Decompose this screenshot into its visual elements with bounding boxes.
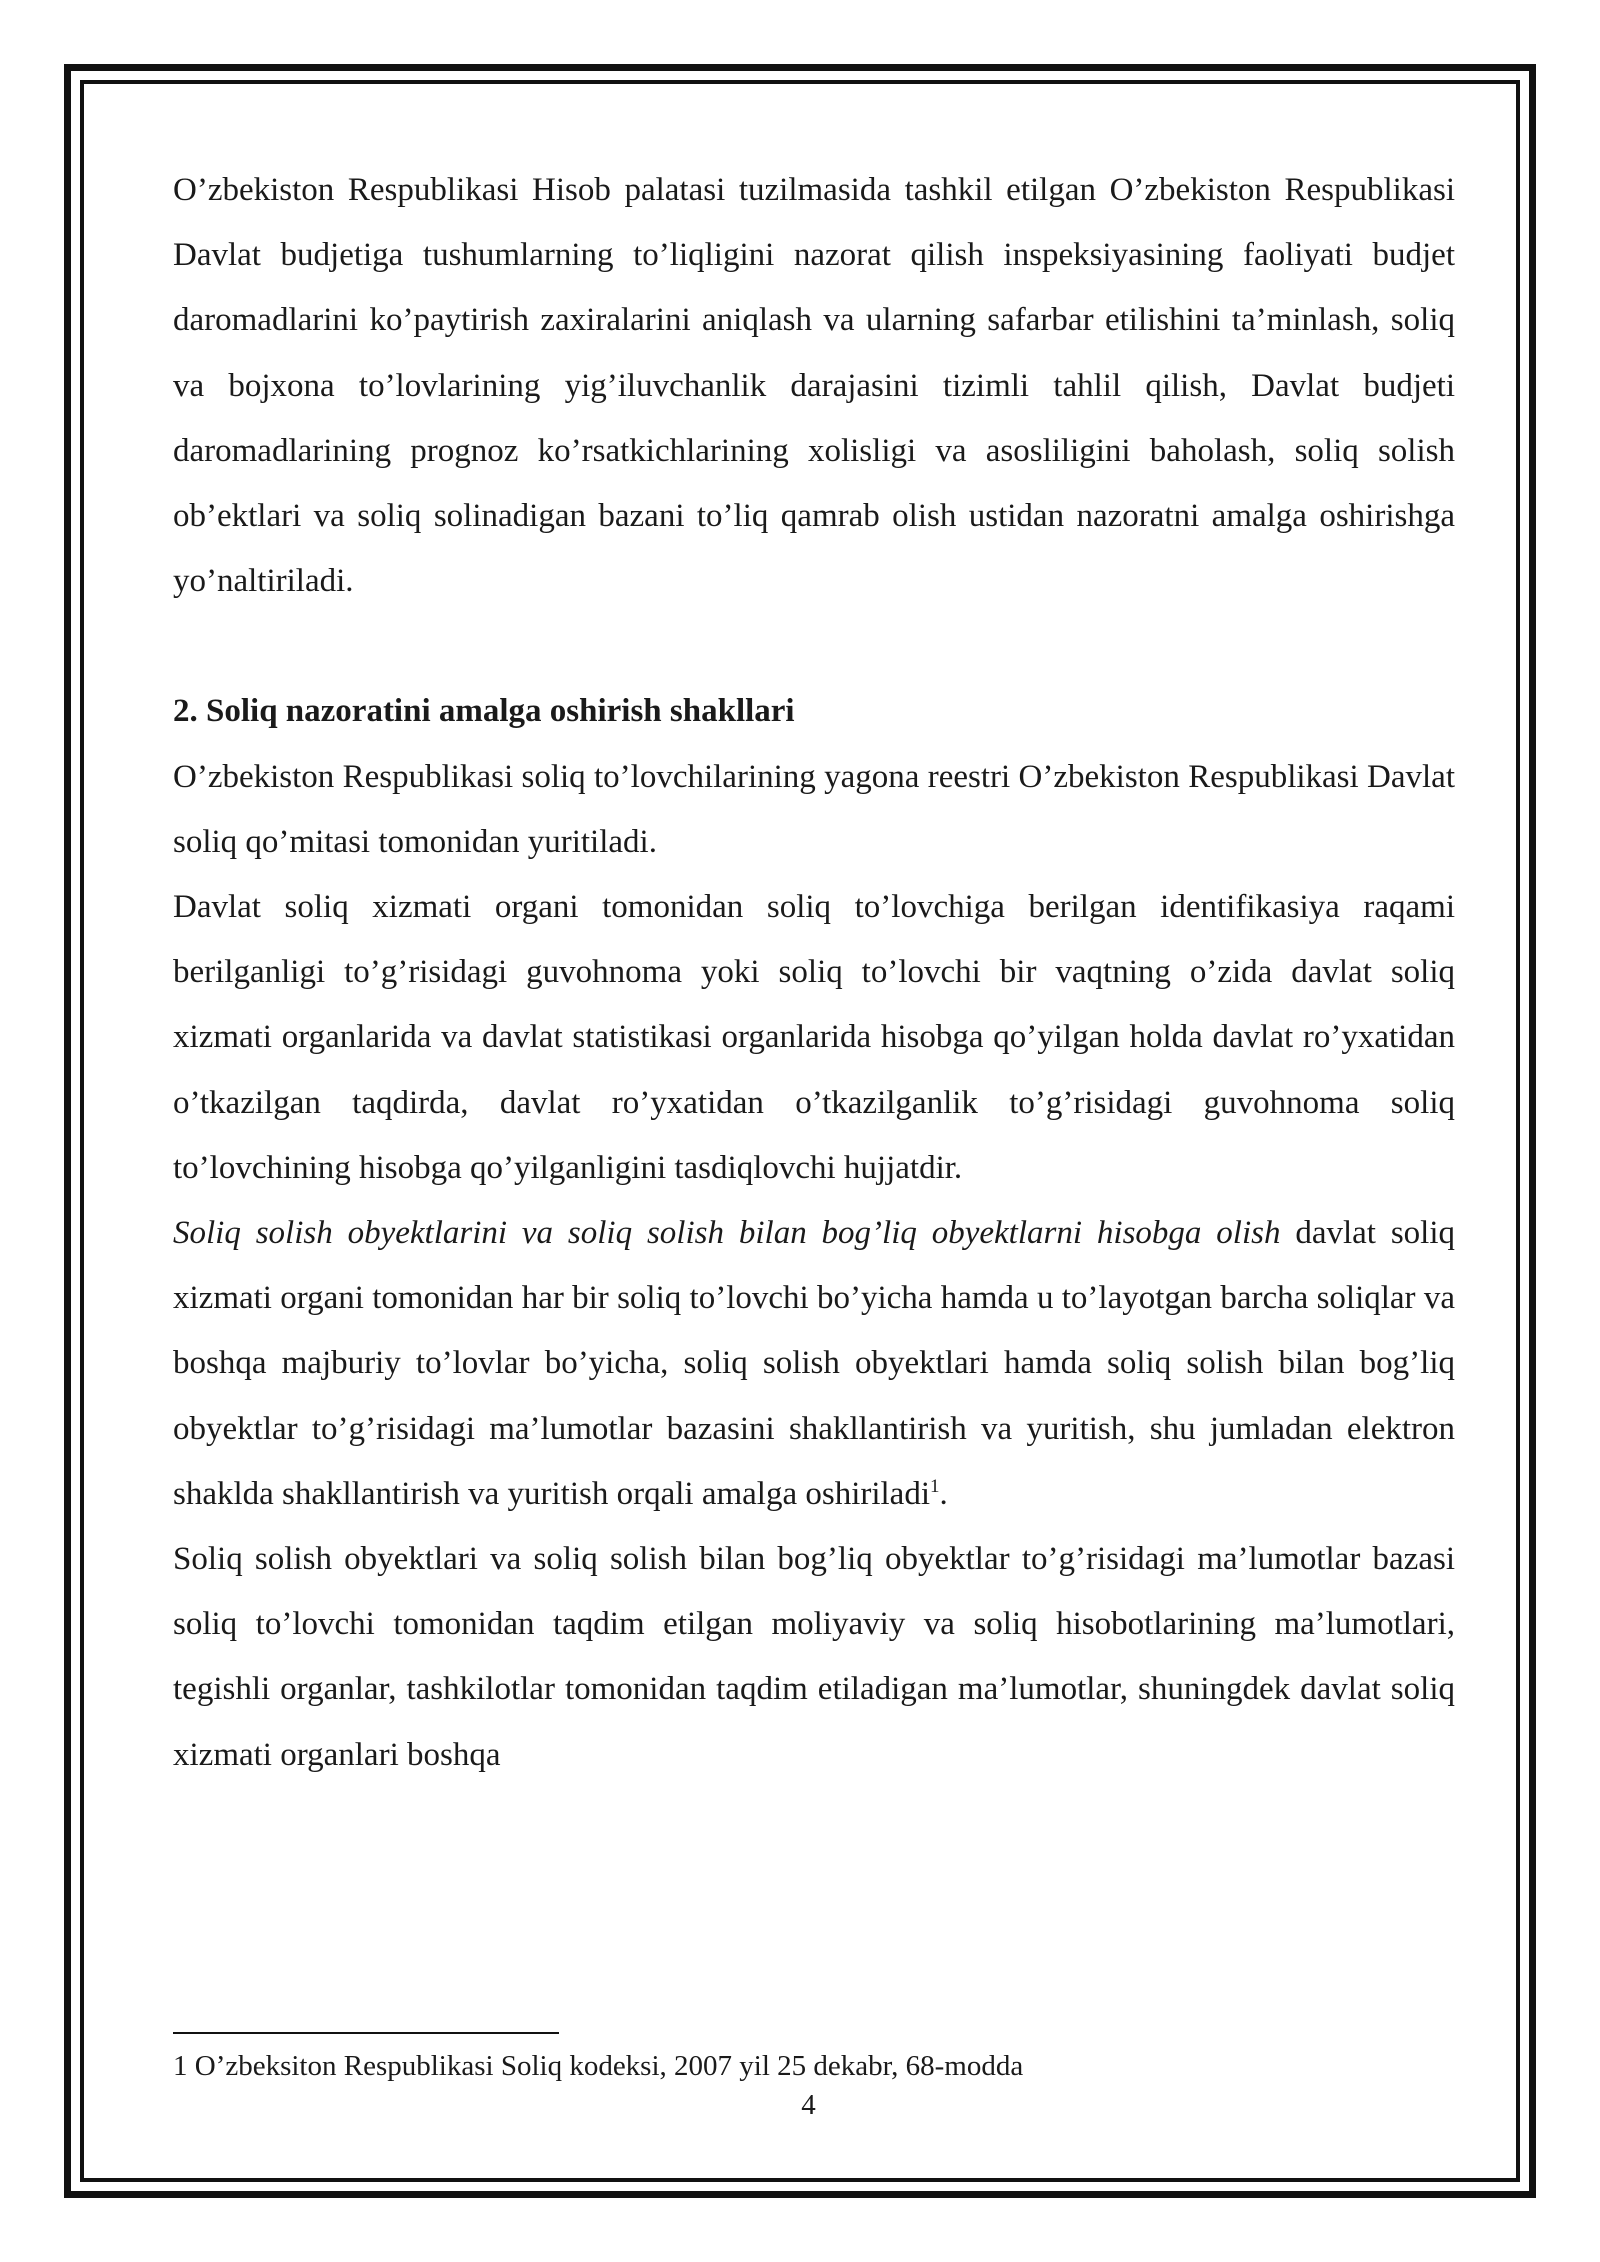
- italic-term: Soliq solish obyektlarini va soliq solish bilan bog’liq obyektlarni hisobga olish: [173, 1215, 1281, 1252]
- page-number: 4: [801, 2089, 816, 2121]
- footnote: 1 O’zbeksiton Respublikasi Soliq kodeksi, 2007 yil 25 dekabr, 68-modda: [173, 2050, 1024, 2082]
- section-heading: 2. Soliq nazoratini amalga oshirish shakllari: [173, 693, 795, 730]
- footnote-separator: [173, 2032, 559, 2034]
- paragraph-yagona-reestr: O’zbekiston Respublikasi soliq to’lovchilarining yagona reestri O’zbekiston Respublikasi Davlat soliq qo’mitasi tomonidan yuritiladi.: [173, 758, 1455, 860]
- paragraph-text: davlat soliq xizmati organi tomonidan har bir soliq to’lovchi bo’yicha hamda u to’layotgan barcha soliqlar va boshqa majburiy to’lovlar bo’yicha, soliq solish obyektlari hamda soliq solish bilan bog’liq obyektlar to’g’risidagi ma’lumotlar bazasini shakllantirish va yuritish, shu jumladan elektron shaklda shakllantirish va yuritish orqali amalga oshiriladi: [173, 1215, 1455, 1512]
- footnote-reference[interactable]: 1: [930, 1475, 940, 1497]
- paragraph-malumotlar-bazasi: Soliq solish obyektlari va soliq solish bilan bog’liq obyektlar to’g’risidagi ma’lumotlar bazasi soliq to’lovchi tomonidan taqdim etilgan moliyaviy va soliq hisobotlarining ma’lumotlari, tegishli organlar, tashkilotlar tomonidan taqdim etiladigan ma’lumotlar, shuningdek davlat soliq xizmati organlari boshqa: [173, 1541, 1455, 1773]
- paragraph-end: .: [939, 1475, 948, 1512]
- paragraph-hisobga-olish: [173, 1201, 1455, 1527]
- page-body: [173, 158, 1455, 1788]
- paragraph-identifikasiya: Davlat soliq xizmati organi tomonidan soliq to’lovchiga berilgan identifikasiya raqami berilganligi to’g’risidagi guvohnoma yoki soliq to’lovchi bir vaqtning o’zida davlat soliq xizmati organlarida va davlat statistikasi organlarida hisobga qo’yilgan holda davlat ro’yxatidan o’tkazilgan taqdirda, davlat ro’yxatidan o’tkazilganlik to’g’risidagi guvohnoma soliq to’lovchining hisobga qo’yilganligini tasdiqlovchi hujjatdir.: [173, 889, 1455, 1186]
- paragraph-hisob-palatasi: O’zbekiston Respublikasi Hisob palatasi tuzilmasida tashkil etilgan O’zbekiston Respublikasi Davlat budjetiga tushumlarning to’liqligini nazorat qilish inspeksiyasining faoliyati budjet daromadlarini ko’paytirish zaxiralarini aniqlash va ularning safarbar etilishini ta’minlash, soliq va bojxona to’lovlarining yig’iluvchanlik darajasini tizimli tahlil qilish, Davlat budjeti daromadlarining prognoz ko’rsatkichlarining xolisligi va asosliligini baholash, soliq solish ob’ektlari va soliq solinadigan bazani to’liq qamrab olish ustidan nazoratni amalga oshirishga yo’naltiriladi.: [173, 172, 1455, 600]
